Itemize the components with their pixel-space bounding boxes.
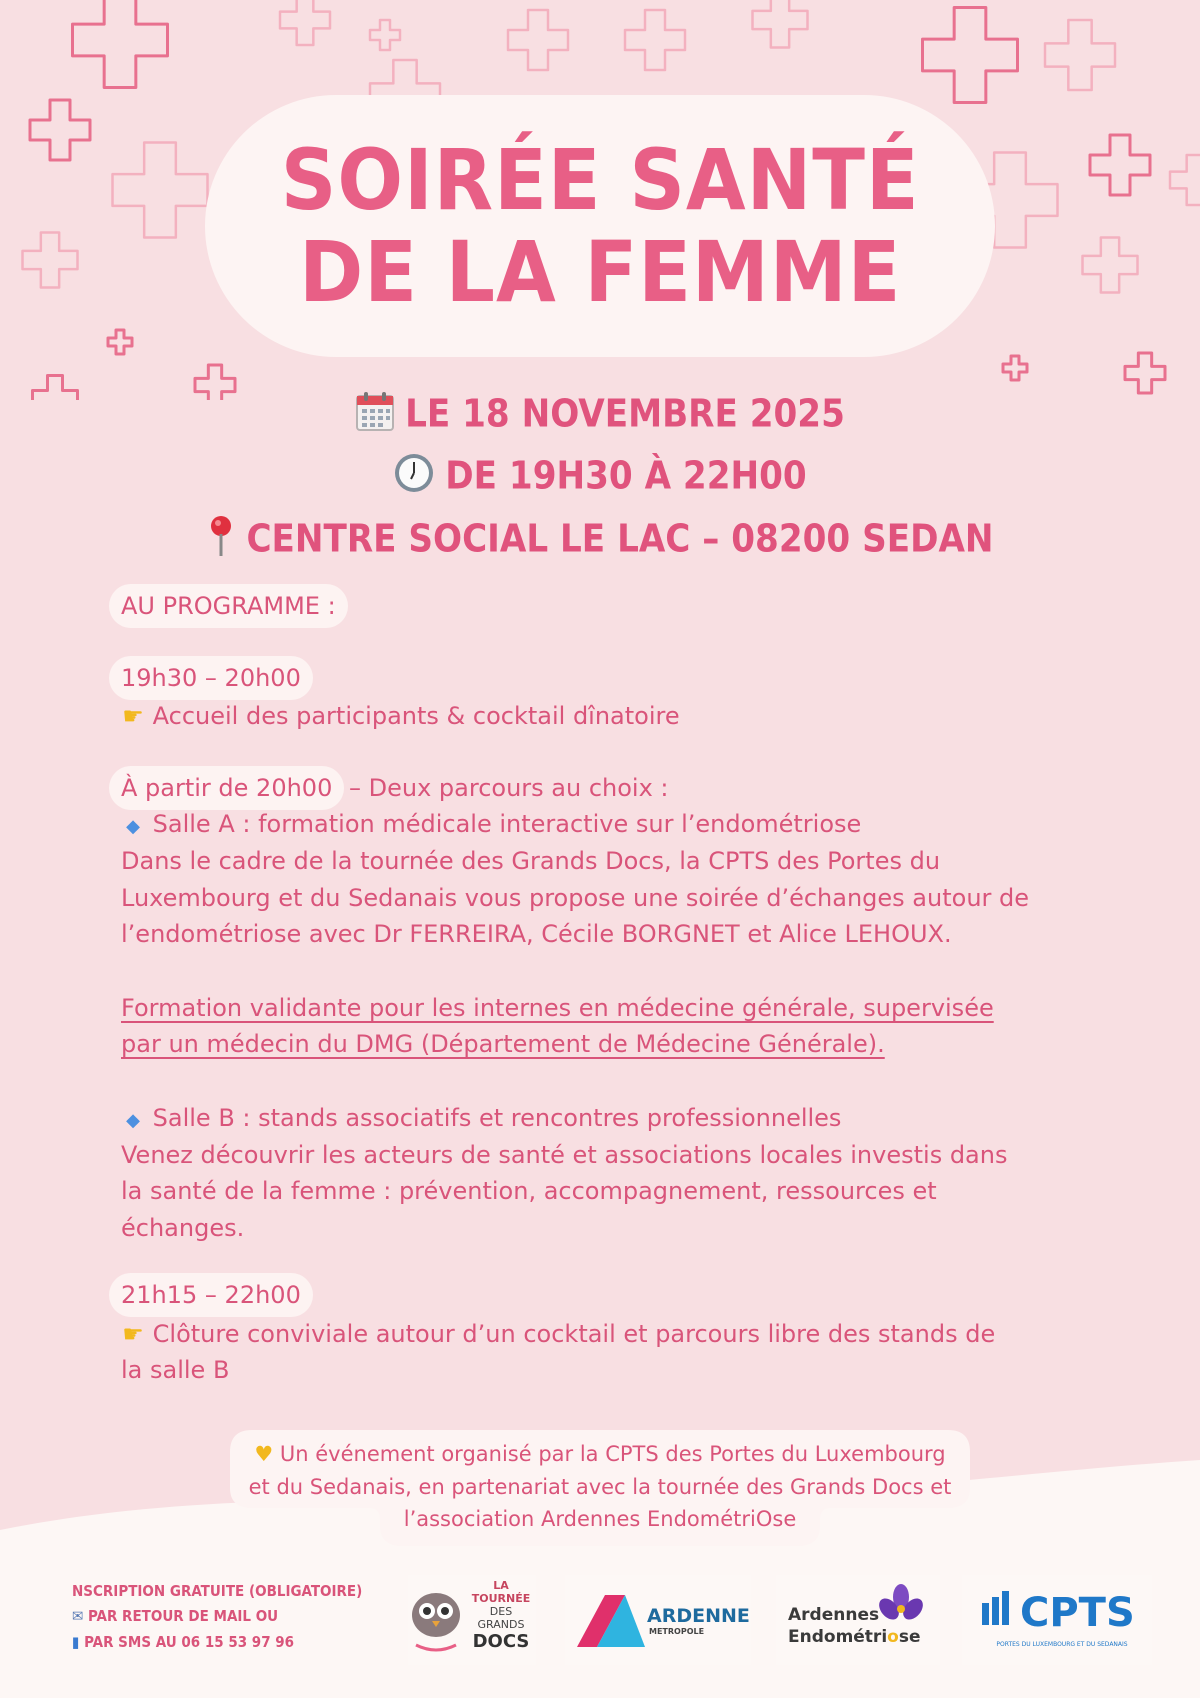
cross-decoration [1003,356,1027,380]
cross-decoration [1170,155,1200,205]
salle-a-title: ◆ Salle A : formation médicale interactive sur l’endométriose [121,806,861,846]
logo-text: CPTS [1020,1590,1135,1636]
logo-text: TOURNÉE [471,1592,531,1605]
calendar-icon [355,390,395,442]
slot3-line: ☛ Clôture conviviale autour d’un cocktail et parcours libre des stands de [121,1316,995,1353]
cross-decoration [108,330,132,354]
cross-decoration [73,0,168,88]
cpts-figure-icon [980,1589,1020,1629]
salle-a-line: Luxembourg et du Sedanais vous propose une soirée d’échanges autour de [121,884,1030,912]
logo-text: METROPOLE [649,1627,705,1636]
inscription-line-2: ✉ PAR RETOUR DE MAIL OU [72,1607,279,1625]
logo-ardenne-metropole [565,1575,751,1665]
pointing-hand-icon: ☛ [122,1320,144,1348]
logo-text: GRANDS [477,1618,525,1631]
logo-text: LA [493,1579,509,1592]
cross-decoration [113,143,208,238]
event-place-text: CENTRE SOCIAL LE LAC – 08200 SEDAN [246,516,994,561]
slot3-line: la salle B [121,1356,230,1384]
cross-decoration [753,0,808,48]
cross-decoration [508,10,568,70]
salle-b-line: la santé de la femme : prévention, accompagnement, ressources et [121,1177,937,1205]
blue-diamond-icon: ◆ [126,816,140,837]
salle-b-line: Venez découvrir les acteurs de santé et associations locales investis dans [121,1141,1008,1169]
blue-diamond-icon: ◆ [126,1110,140,1131]
cross-decoration [1045,20,1115,90]
logo-cpts [962,1575,1152,1665]
salle-a-line: l’endométriose avec Dr FERREIRA, Cécile BORGNET et Alice LEHOUX. [121,920,952,948]
logo-text: PORTES DU LUXEMBOURG ET DU SEDANAIS [996,1641,1128,1648]
logo-text: Ardennes [788,1605,880,1625]
mail-icon: ✉ [72,1607,84,1625]
pin-icon [206,514,236,568]
logo-ardennes-endometriose [776,1575,940,1665]
programme-heading: AU PROGRAMME : [109,584,348,628]
formation-note: par un médecin du DMG (Département de Médecine Générale). [121,1030,885,1058]
page-title-line-2: DE LA FEMME [298,223,902,321]
cross-decoration [923,8,1018,103]
organiser-line-3: l’association Ardennes EndométriOse [403,1507,797,1531]
pointing-hand-icon: ☛ [122,702,144,730]
organiser-line-1: ♥ Un événement organisé par la CPTS des Portes du Luxembourg [254,1442,946,1466]
cross-decoration [1083,238,1138,293]
event-place [0,514,1200,568]
formation-note: Formation validante pour les internes en médecine générale, supervisée [121,994,994,1022]
cross-decoration [30,100,90,160]
slot3-time: 21h15 – 22h00 [109,1273,313,1317]
event-date-text: LE 18 NOVEMBRE 2025 [405,391,845,436]
salle-b-line: échanges. [121,1214,245,1242]
clock-icon [393,452,435,504]
slot1-time: 19h30 – 20h00 [109,656,313,700]
event-time-text: DE 19H30 À 22H00 [445,453,807,498]
flower-icon [876,1583,926,1633]
cross-decoration [22,233,77,288]
cross-decoration [1090,135,1150,195]
phone-icon: ▮ [72,1633,80,1651]
inscription-line-1: NSCRIPTION GRATUITE (OBLIGATOIRE) [72,1582,363,1600]
event-time [0,452,1200,504]
heart-hands-icon: ♥ [254,1442,274,1466]
salle-a-line: Dans le cadre de la tournée des Grands Docs, la CPTS des Portes du [121,847,941,875]
cross-decoration [280,0,330,45]
title-banner [205,95,995,357]
inscription-line-3: ▮ PAR SMS AU 06 15 53 97 96 [72,1633,295,1651]
logo-tournee-grands-docs [408,1575,536,1665]
salle-b-title: ◆ Salle B : stands associatifs et rencontres professionnelles [121,1100,841,1140]
cross-decoration [625,10,685,70]
logo-text: ARDENNE [647,1605,750,1627]
slot2-time: À partir de 20h00 [109,766,344,810]
organiser-line-2: et du Sedanais, en partenariat avec la tournée des Grands Docs et [248,1475,952,1499]
event-date [0,390,1200,442]
cross-decoration [370,20,400,50]
page-title-line-1: SOIRÉE SANTÉ [280,131,920,229]
logo-text: Endométriose [788,1627,921,1647]
logo-text: DES [489,1605,513,1618]
slot2-rest: – Deux parcours au choix : [349,774,669,802]
slot1-text: ☛ Accueil des participants & cocktail dînatoire [121,698,680,735]
logo-text: DOCS [472,1631,530,1652]
cross-decoration [1125,353,1165,393]
